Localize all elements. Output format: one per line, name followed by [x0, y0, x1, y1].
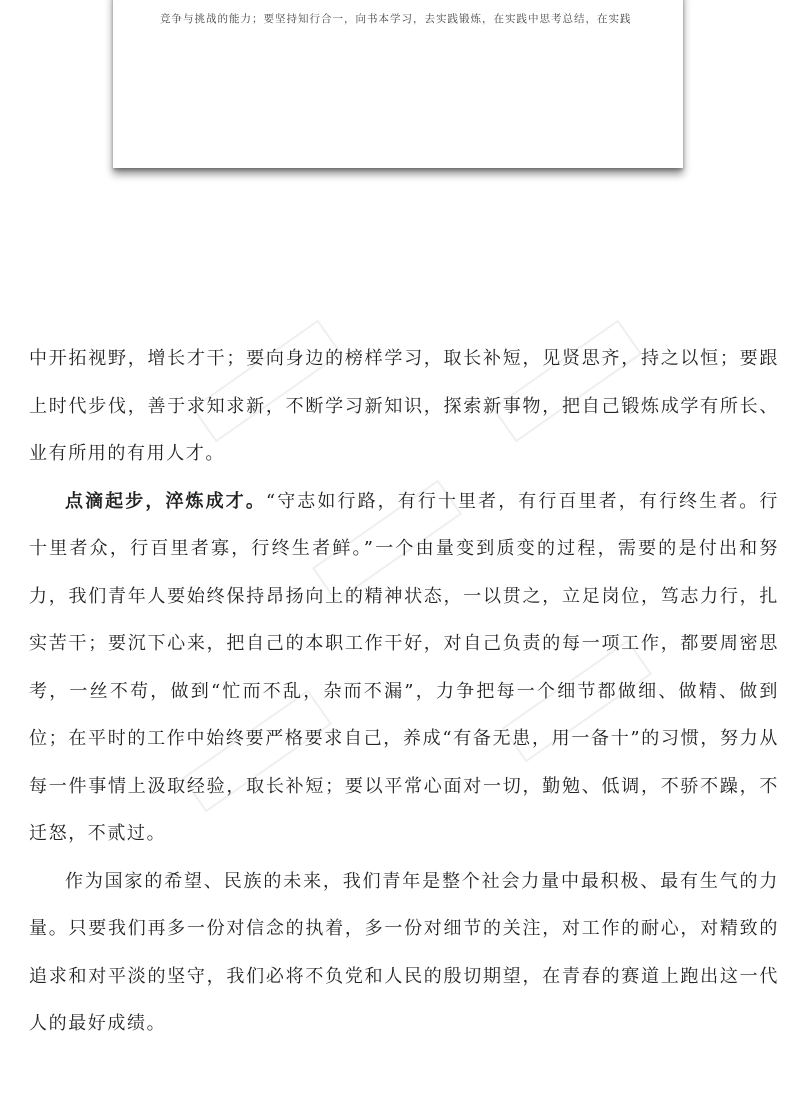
paragraph-1: 中开拓视野，增长才干；要向身边的榜样学习，取长补短，见贤思齐，持之以恒；要跟上时代步伐，善于求知求新，不断学习新知识，探索新事物，把自己锻炼成学有所长、业有所用的有用人才。: [29, 348, 779, 464]
document-preview-card: [113, 0, 683, 168]
article-body: [29, 335, 779, 1048]
preview-text-line: 竞争与挑战的能力；要坚持知行合一，向书本学习，去实践锻炼，在实践中思考总结，在实践: [160, 13, 632, 25]
paragraph-2-body: “守志如行路，有行十里者，有行百里者，有行终生者。行十里者众，行百里者寡，行终生者鲜。”一个由量变到质变的过程，需要的是付出和努力，我们青年人要始终保持昂扬向上的精神状态，一以贯之，立足岗位，笃志力行，扎实苦干；要沉下心来，把自己的本职工作干好，对自己负责的每一项工作，都要周密思考，一丝不苟，做到“忙而不乱，杂而不漏”，力争把每一个细节都做细、做精、做到位；在平时的工作中始终要严格要求自己，养成“有备无患，用一备十”的习惯，努力从每一件事情上汲取经验，取长补短；要以平常心面对一切，勤勉、低调，不骄不躁，不迁怒，不贰过。: [29, 490, 779, 844]
preview-cut-line: [160, 0, 660, 1]
paragraph-2-lead: 点滴起步，淬炼成才。: [65, 490, 266, 512]
paragraph-2: [29, 478, 779, 858]
paragraph-3: 作为国家的希望、民族的未来，我们青年是整个社会力量中最积极、最有生气的力量。只要我们再多一份对信念的执着，多一份对细节的关注，对工作的耐心，对精致的追求和对平淡的坚守，我们必将不负党和人民的殷切期望，在青春的赛道上跑出这一代人的最好成绩。: [29, 870, 779, 1034]
